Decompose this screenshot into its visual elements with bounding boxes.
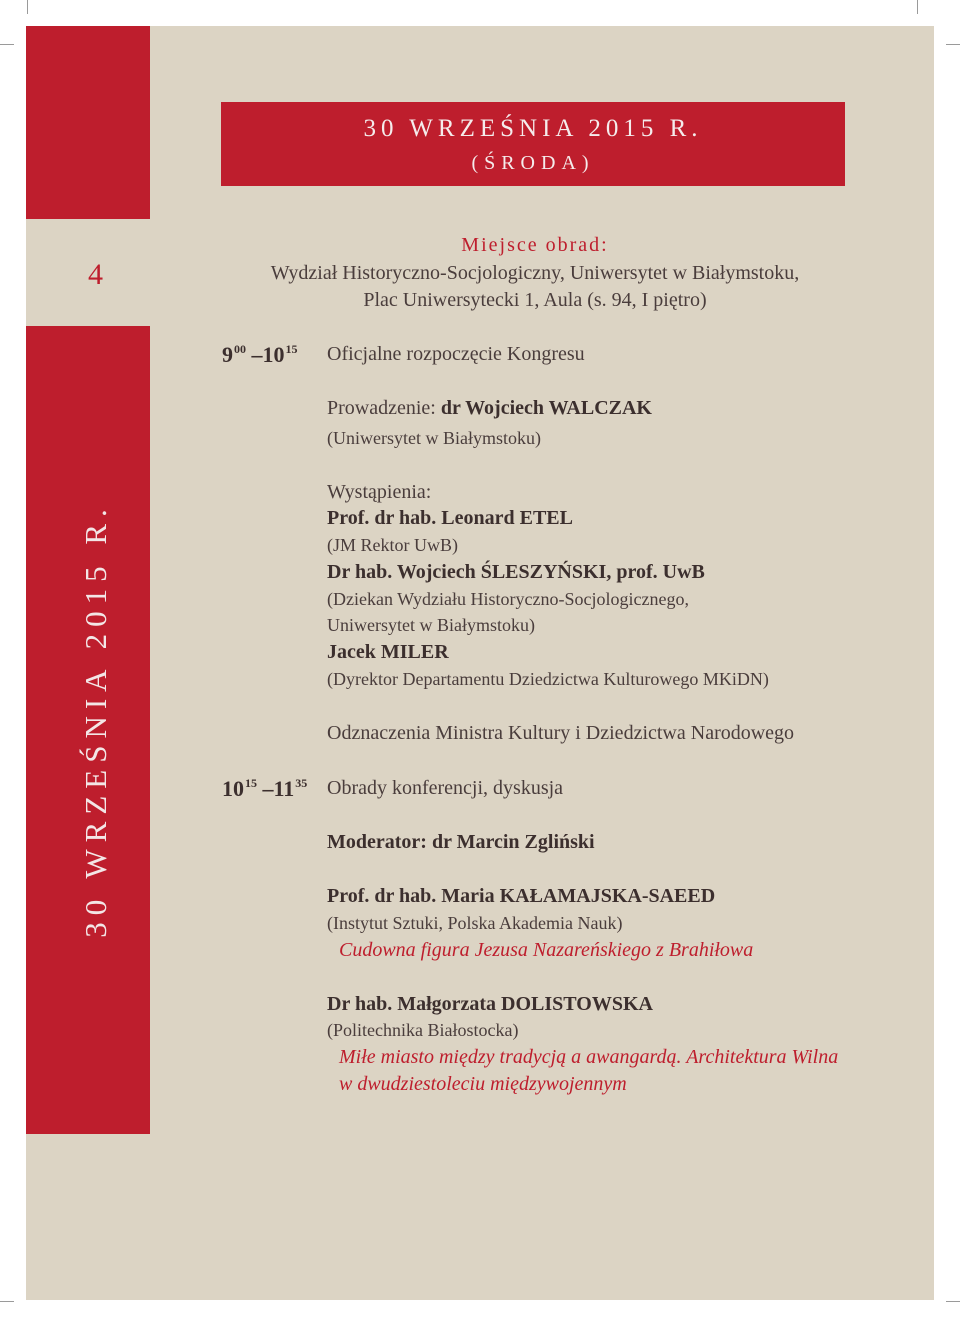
side-date-label: 30 WRZEŚNIA 2015 R. bbox=[78, 502, 113, 938]
venue-line: Wydział Historyczno-Socjologiczny, Uniwersytet w Białymstoku, bbox=[270, 262, 800, 284]
chair-name: dr Wojciech WALCZAK bbox=[440, 397, 652, 419]
header-banner bbox=[221, 102, 845, 186]
crop-mark bbox=[946, 1301, 960, 1302]
talk-speaker: Prof. dr hab. Maria KAŁAMAJSKA-SAEED bbox=[327, 885, 716, 907]
talk-title: Cudowna figura Jezusa Nazareńskiego z Brahiłowa bbox=[339, 939, 754, 961]
side-bar-top bbox=[26, 26, 150, 219]
chair bbox=[327, 397, 652, 420]
speaker-affiliation: (Dziekan Wydziału Historyczno-Socjologicznego, bbox=[327, 589, 689, 609]
venue-label: Miejsce obrad: bbox=[461, 234, 609, 256]
chair-affiliation: (Uniwersytet w Białymstoku) bbox=[327, 428, 541, 448]
awards-item: Odznaczenia Ministra Kultury i Dziedzictwa Narodowego bbox=[327, 722, 795, 744]
speaker-affiliation: (Dyrektor Departamentu Dziedzictwa Kulturowego MKiDN) bbox=[327, 669, 769, 689]
speaker-affiliation: Uniwersytet w Białymstoku) bbox=[327, 615, 535, 635]
session-time: $10^{15}$ $-11^{35}$ bbox=[222, 776, 308, 801]
chair-prefix: Prowadzenie: bbox=[327, 397, 436, 419]
moderator bbox=[327, 831, 595, 854]
talk-affiliation: (Instytut Sztuki, Polska Akademia Nauk) bbox=[327, 913, 623, 933]
venue-line: Plac Uniwersytecki 1, Aula (s. 94, I piętro) bbox=[363, 289, 707, 311]
speaker-name: Dr hab. Wojciech ŚLESZYŃSKI, prof. UwB bbox=[327, 561, 705, 583]
crop-mark bbox=[917, 0, 918, 14]
header-title: 30 WRZEŚNIA 2015 R. bbox=[363, 115, 703, 142]
page-background bbox=[26, 26, 934, 1300]
crop-mark bbox=[946, 44, 960, 45]
session-title: Obrady konferencji, dyskusja bbox=[327, 777, 564, 799]
talk-title: w dwudziestoleciu międzywojennym bbox=[339, 1073, 627, 1095]
speaker-name: Prof. dr hab. Leonard ETEL bbox=[327, 507, 573, 529]
page-number: 4 bbox=[88, 258, 103, 291]
crop-mark bbox=[27, 0, 28, 14]
session-time: $9^{00}$ $-10^{15}$ bbox=[222, 342, 298, 367]
speaker-name: Jacek MILER bbox=[327, 641, 449, 663]
crop-mark bbox=[0, 1301, 14, 1302]
talk-title: Miłe miasto między tradycją a awangardą. Architektura Wilna bbox=[339, 1046, 839, 1068]
talk-affiliation: (Politechnika Białostocka) bbox=[327, 1020, 519, 1040]
header-subtitle: (ŚRODA) bbox=[471, 152, 595, 174]
moderator-name: dr Marcin Zgliński bbox=[431, 831, 595, 853]
crop-mark bbox=[0, 44, 14, 45]
speaker-affiliation: (JM Rektor UwB) bbox=[327, 535, 458, 555]
talk-speaker: Dr hab. Małgorzata DOLISTOWSKA bbox=[327, 993, 653, 1015]
moderator-prefix: Moderator: bbox=[327, 831, 427, 853]
speeches-label: Wystąpienia: bbox=[327, 481, 432, 503]
session-title: Oficjalne rozpoczęcie Kongresu bbox=[327, 343, 585, 365]
